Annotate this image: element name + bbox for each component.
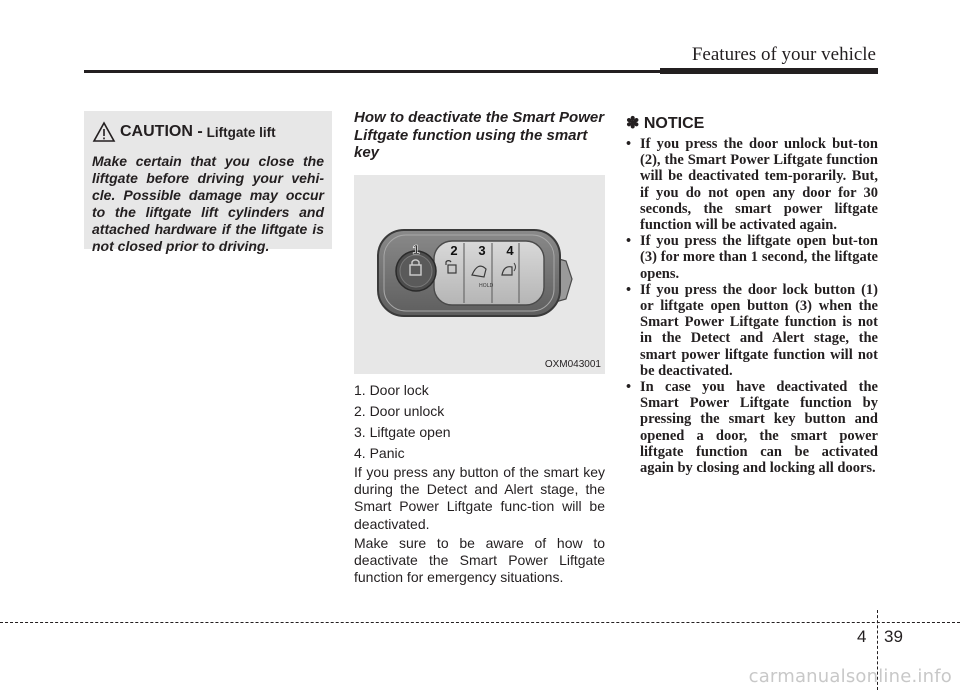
caution-box	[84, 111, 332, 254]
footer-rule	[0, 622, 960, 623]
list-item: 2. Door unlock	[354, 403, 445, 419]
list-item: • If you press the door unlock but-ton (2), the Smart Power Liftgate function will be deactivated tem-porarily. But, if you do not open any door for 30 seconds, the smart power liftgate function will be activated again.	[626, 136, 878, 233]
caution-label: CAUTION -	[120, 123, 203, 140]
key-button-list	[354, 380, 605, 464]
body-paragraph: If you press any button of the smart key during the Detect and Alert stage, the Smart Power Liftgate func-tion will be deactivated.	[354, 464, 605, 532]
caution-body: Make certain that you close the liftgate before driving your vehi-cle. Possible damage may occur to the liftgate lift cylinders and attached hardware if the liftgate is not closed prior to driving.	[92, 153, 324, 254]
key-label-3: 3	[478, 243, 486, 258]
key-label-4: 4	[506, 243, 514, 258]
list-item: 4. Panic	[354, 445, 405, 461]
notice-heading: ✽ NOTICE	[626, 115, 705, 132]
image-code: OXM043001	[544, 359, 601, 370]
section-heading: How to deactivate the Smart Power Liftgate function using the smart key	[354, 109, 605, 161]
smart-key-icon	[354, 175, 605, 374]
list-item: • If you press the liftgate open but-ton (3) for more than 1 second, the liftgate opens.	[626, 233, 878, 282]
page-number: 39	[884, 627, 903, 646]
page-header-title: Features of your vehicle	[691, 44, 876, 65]
caution-header	[92, 121, 324, 143]
header-rule-accent	[660, 68, 878, 74]
smart-key-illustration	[354, 175, 605, 374]
section-number: 4	[857, 627, 867, 646]
watermark: carmanualsonline.info	[748, 666, 952, 687]
caution-topic: Liftgate lift	[206, 124, 276, 140]
list-item: 1. Door lock	[354, 382, 429, 398]
key-label-1: 1	[412, 242, 420, 257]
key-label-2: 2	[450, 243, 458, 258]
warning-triangle-icon	[92, 121, 116, 143]
list-item: 3. Liftgate open	[354, 424, 451, 440]
svg-text:HOLD: HOLD	[479, 283, 494, 289]
list-item: • In case you have deactivated the Smart Power Liftgate function by pressing the smart key button and opened a door, the smart power liftgate function can be activated again by closing and locking all doors.	[626, 379, 878, 476]
notice-list	[626, 136, 878, 476]
body-paragraph: Make sure to be aware of how to deactivate the Smart Power Liftgate function for emergency situations.	[354, 535, 605, 586]
list-item: • If you press the door lock button (1) or liftgate open button (3) when the Smart Power Liftgate function is not in the Detect and Alert stage, the smart power liftgate function will not be deactivated.	[626, 282, 878, 379]
